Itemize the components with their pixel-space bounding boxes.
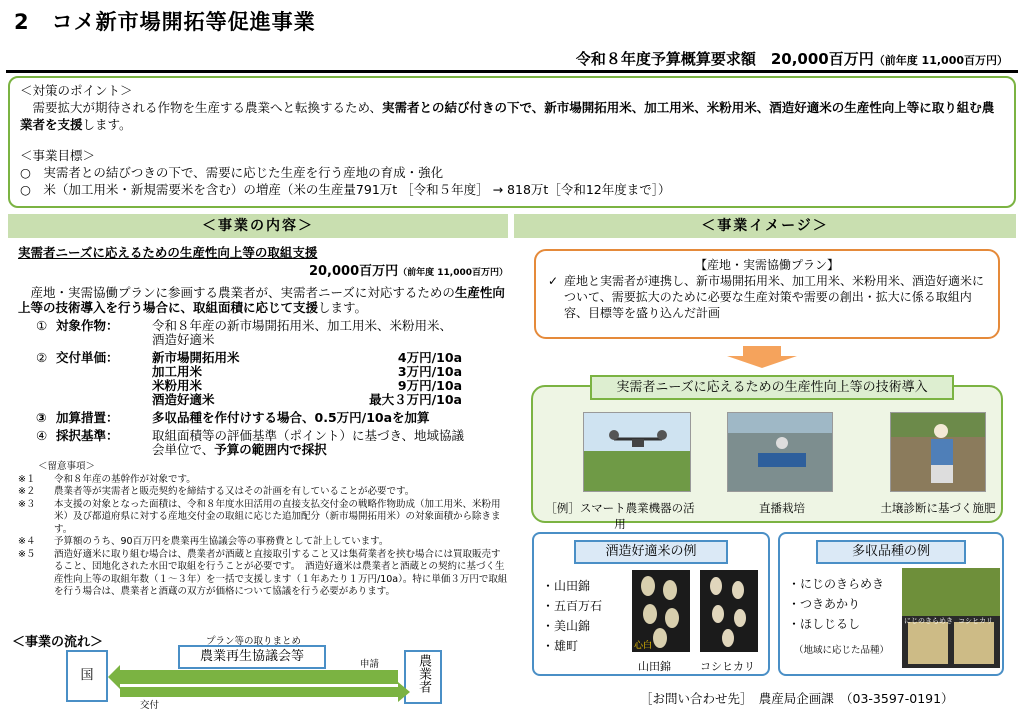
budget-previous: （前年度 11,000百万円） [873,54,1008,67]
high-yield-box [778,532,1004,676]
sake-rice-box [532,532,770,676]
note-text: 酒造好適米に取り組む場合は、農業者が酒蔵と直接取引すること又は集荷業者を挟む場合には買取販売すること、団地化された水田で取組を行うことが必要です。 酒造好適米は農業者と酒蔵との契約に基づく生産性向上等の取組年数（１～３年）を一括で支援します（１年あたり１万円/10a）。特に単価３万円で取組を行う場合は、農業者と酒蔵の双方が価格について協議を行う必要があります。 [54,548,508,597]
sake-title: 酒造好適米の例 [574,540,728,564]
grant-arrow [120,687,400,697]
project-content [18,245,508,599]
rate-crop: 米粉用米 [152,378,203,393]
koshihikari-label: コシヒカリ [958,617,993,625]
item-target-crops [18,319,508,347]
tech-title: 実需者ニーズに応えるための生産性向上等の技術導入 [590,375,954,400]
flow-title: ＜事業の流れ＞ [12,635,104,650]
goal-item-2: ○ 米（加工用米・新規需要米を含む）の増産（米の生産量791万t ［令和５年度］ → 818万t［令和12年度まで］） [20,182,671,197]
country-box: 国 [66,650,108,702]
item-bonus [18,411,508,425]
sake-item: ・美山錦 [542,619,591,633]
rate-value: 最大３万円/10a [369,392,462,407]
goal-heading: ＜事業目標＞ [20,148,96,163]
council-box: 農業再生協議会等 [178,645,326,669]
policy-points-box [8,76,1016,208]
rate-row [152,393,462,407]
note-row [18,549,508,599]
grant-label: 交付 [140,700,160,711]
multi-note: （地域に応じた品種） [794,645,890,656]
multi-item: ・つきあかり [788,597,861,611]
goal-item-1: ○ 実需者との結びつきの下で、需要に応じた生産を行う産地の育成・強化 [20,165,444,180]
para-bold: 生産性向上等の技術導入を行う場合に、取組面積に応じて支援 [18,285,505,315]
note-key: ※２ [18,486,36,497]
multi-item: ・ほしじるし [788,617,861,631]
plan-box [534,249,1000,339]
note-row [18,486,508,499]
page-title: 2 コメ新市場開拓等促進事業 [14,10,316,34]
item-criteria [18,429,508,457]
note-row [18,499,508,537]
para-a: 産地・実需協働プランに参画する農業者が、実需者ニーズに対応するための [30,285,455,300]
sake-item: ・山田錦 [542,579,591,593]
note-text: 令和８年産の基幹作が対象です。 [54,473,196,485]
note-key: ※５ [18,548,36,560]
note-text: 予算額のうち、90百万円を農業再生協議会等の事務費として計上しています。 [54,536,389,547]
contact-info: ［お問い合わせ先］ 農産局企画課 （03-3597-0191） [640,691,954,706]
note-row [18,536,508,549]
yamadanishiki-caption: 山田錦 [638,660,671,673]
rate-row [152,351,462,365]
rate-row [152,379,462,393]
rate-value: 3万円/10a [397,364,462,379]
nijinokirameki-label: にじのきらめき [904,617,953,625]
points-text [20,99,1004,133]
check-icon: ✓ [548,274,559,288]
para-b: します。 [318,300,368,315]
shinpaku-label: 心白 [634,641,653,651]
item2-number: ② [36,350,48,365]
soil-diagnosis-photo [890,412,986,492]
item4-bold: 予算の範囲内で採択 [214,442,327,457]
item3-number: ③ [36,410,47,425]
rate-crop: 酒造好適米 [152,392,215,407]
points-text-b: します。 [82,117,132,132]
item4-number: ④ [36,428,48,443]
note-text: 農業者等が実需者と販売契約を締結する又はその計画を有していることが必要です。 [54,486,415,497]
multi-list [788,574,884,634]
item4-value [152,429,472,457]
sake-item: ・五百万石 [542,599,603,613]
content-heading: 実需者ニーズに応えるための生産性向上等の取組支援 [18,245,318,260]
content-paragraph [18,285,508,315]
plan-body [548,273,986,321]
image-section-header: ＜事業イメージ＞ [514,214,1016,238]
item1-number: ① [36,318,48,333]
budget-main: 令和８年度予算概算要求額 20,000百万円 [575,50,874,68]
points-heading: ＜対策のポイント＞ [20,83,133,98]
note-text: 本支援の対象となった面積は、令和８年度水田活用の直接支払交付金の戦略作物助成（加工用米、米粉用米）及び都道府県に対する産地交付金の取組に応じた追加配分（新市場開拓用米）の対象面積から除きます。 [54,498,501,535]
item4-text: 取組面積等の評価基準（ポイント）に基づき、地域協議会単位で、 [152,428,465,457]
points-text-bold: 実需者との結び付きの下で、新市場開拓用米、加工用米、米粉用米、酒造好適米の生産性向上等に取り組む農業者を支援 [20,100,995,132]
note-key: ※３ [18,498,36,510]
koshihikari-grain-photo [700,570,758,652]
rate-value: 4万円/10a [397,350,462,365]
plan-title: 【産地・実需協働プラン】 [694,258,839,272]
notes-heading: ＜留意事項＞ [38,461,96,472]
item4-key: 採択基準： [56,428,119,443]
content-section-header: ＜事業の内容＞ [8,214,508,238]
multi-title: 多収品種の例 [816,540,966,564]
item2-key: 交付単価： [56,350,119,365]
sake-item: ・雄町 [542,639,579,653]
plan-text: 産地と実需者が連携し、新市場開拓用米、加工用米、米粉用米、酒造好適米について、需要拡大のために必要な生産対策や需要の創出・拡大に係る取組内容、目標等を盛り込んだ計画 [564,274,985,320]
flow-subtitle: プラン等の取りまとめ [206,636,302,647]
item1-key: 対象作物： [56,318,119,333]
amount-main: 20,000百万円 [308,264,399,279]
down-arrow-icon [727,346,797,368]
item-unit-price [18,351,508,407]
rate-crop: 新市場開拓用米 [152,350,240,365]
note-key: ※４ [18,536,36,547]
note-key: ※１ [18,473,36,485]
points-text-a: 需要拡大が期待される作物を生産する農業へと転換するため、 [32,100,383,115]
rate-table [152,351,462,407]
caption-smart: ［例］スマート農業機器の活用 [545,501,695,531]
direct-seeding-photo [727,412,833,492]
koshihikari-caption: コシヒカリ [700,660,755,673]
rate-value: 9万円/10a [397,378,462,393]
rate-row [152,365,462,379]
item1-value: 令和８年産の新市場開拓用米、加工用米、米粉用米、酒造好適米 [152,318,453,347]
item3-value: 多収品種を作付けする場合、0.5万円/10aを加算 [152,410,430,425]
caption-soil: 土壌診断に基づく施肥 [880,501,996,515]
item3-key: 加算措置： [56,410,119,425]
amount-previous: （前年度 11,000百万円） [398,268,508,278]
budget-amount [576,48,1008,69]
sake-list [542,576,602,656]
notes [18,461,508,599]
drone-photo [583,412,691,492]
content-amount [18,264,508,281]
caption-seeding: 直播栽培 [759,501,805,515]
apply-arrow [118,670,398,684]
farmer-label: 農業者 [416,654,431,693]
note-row [18,474,508,487]
apply-label: 申請 [360,659,380,670]
rate-crop: 加工用米 [152,364,203,379]
header-rule [6,70,1018,73]
multi-item: ・にじのきらめき [788,577,885,591]
